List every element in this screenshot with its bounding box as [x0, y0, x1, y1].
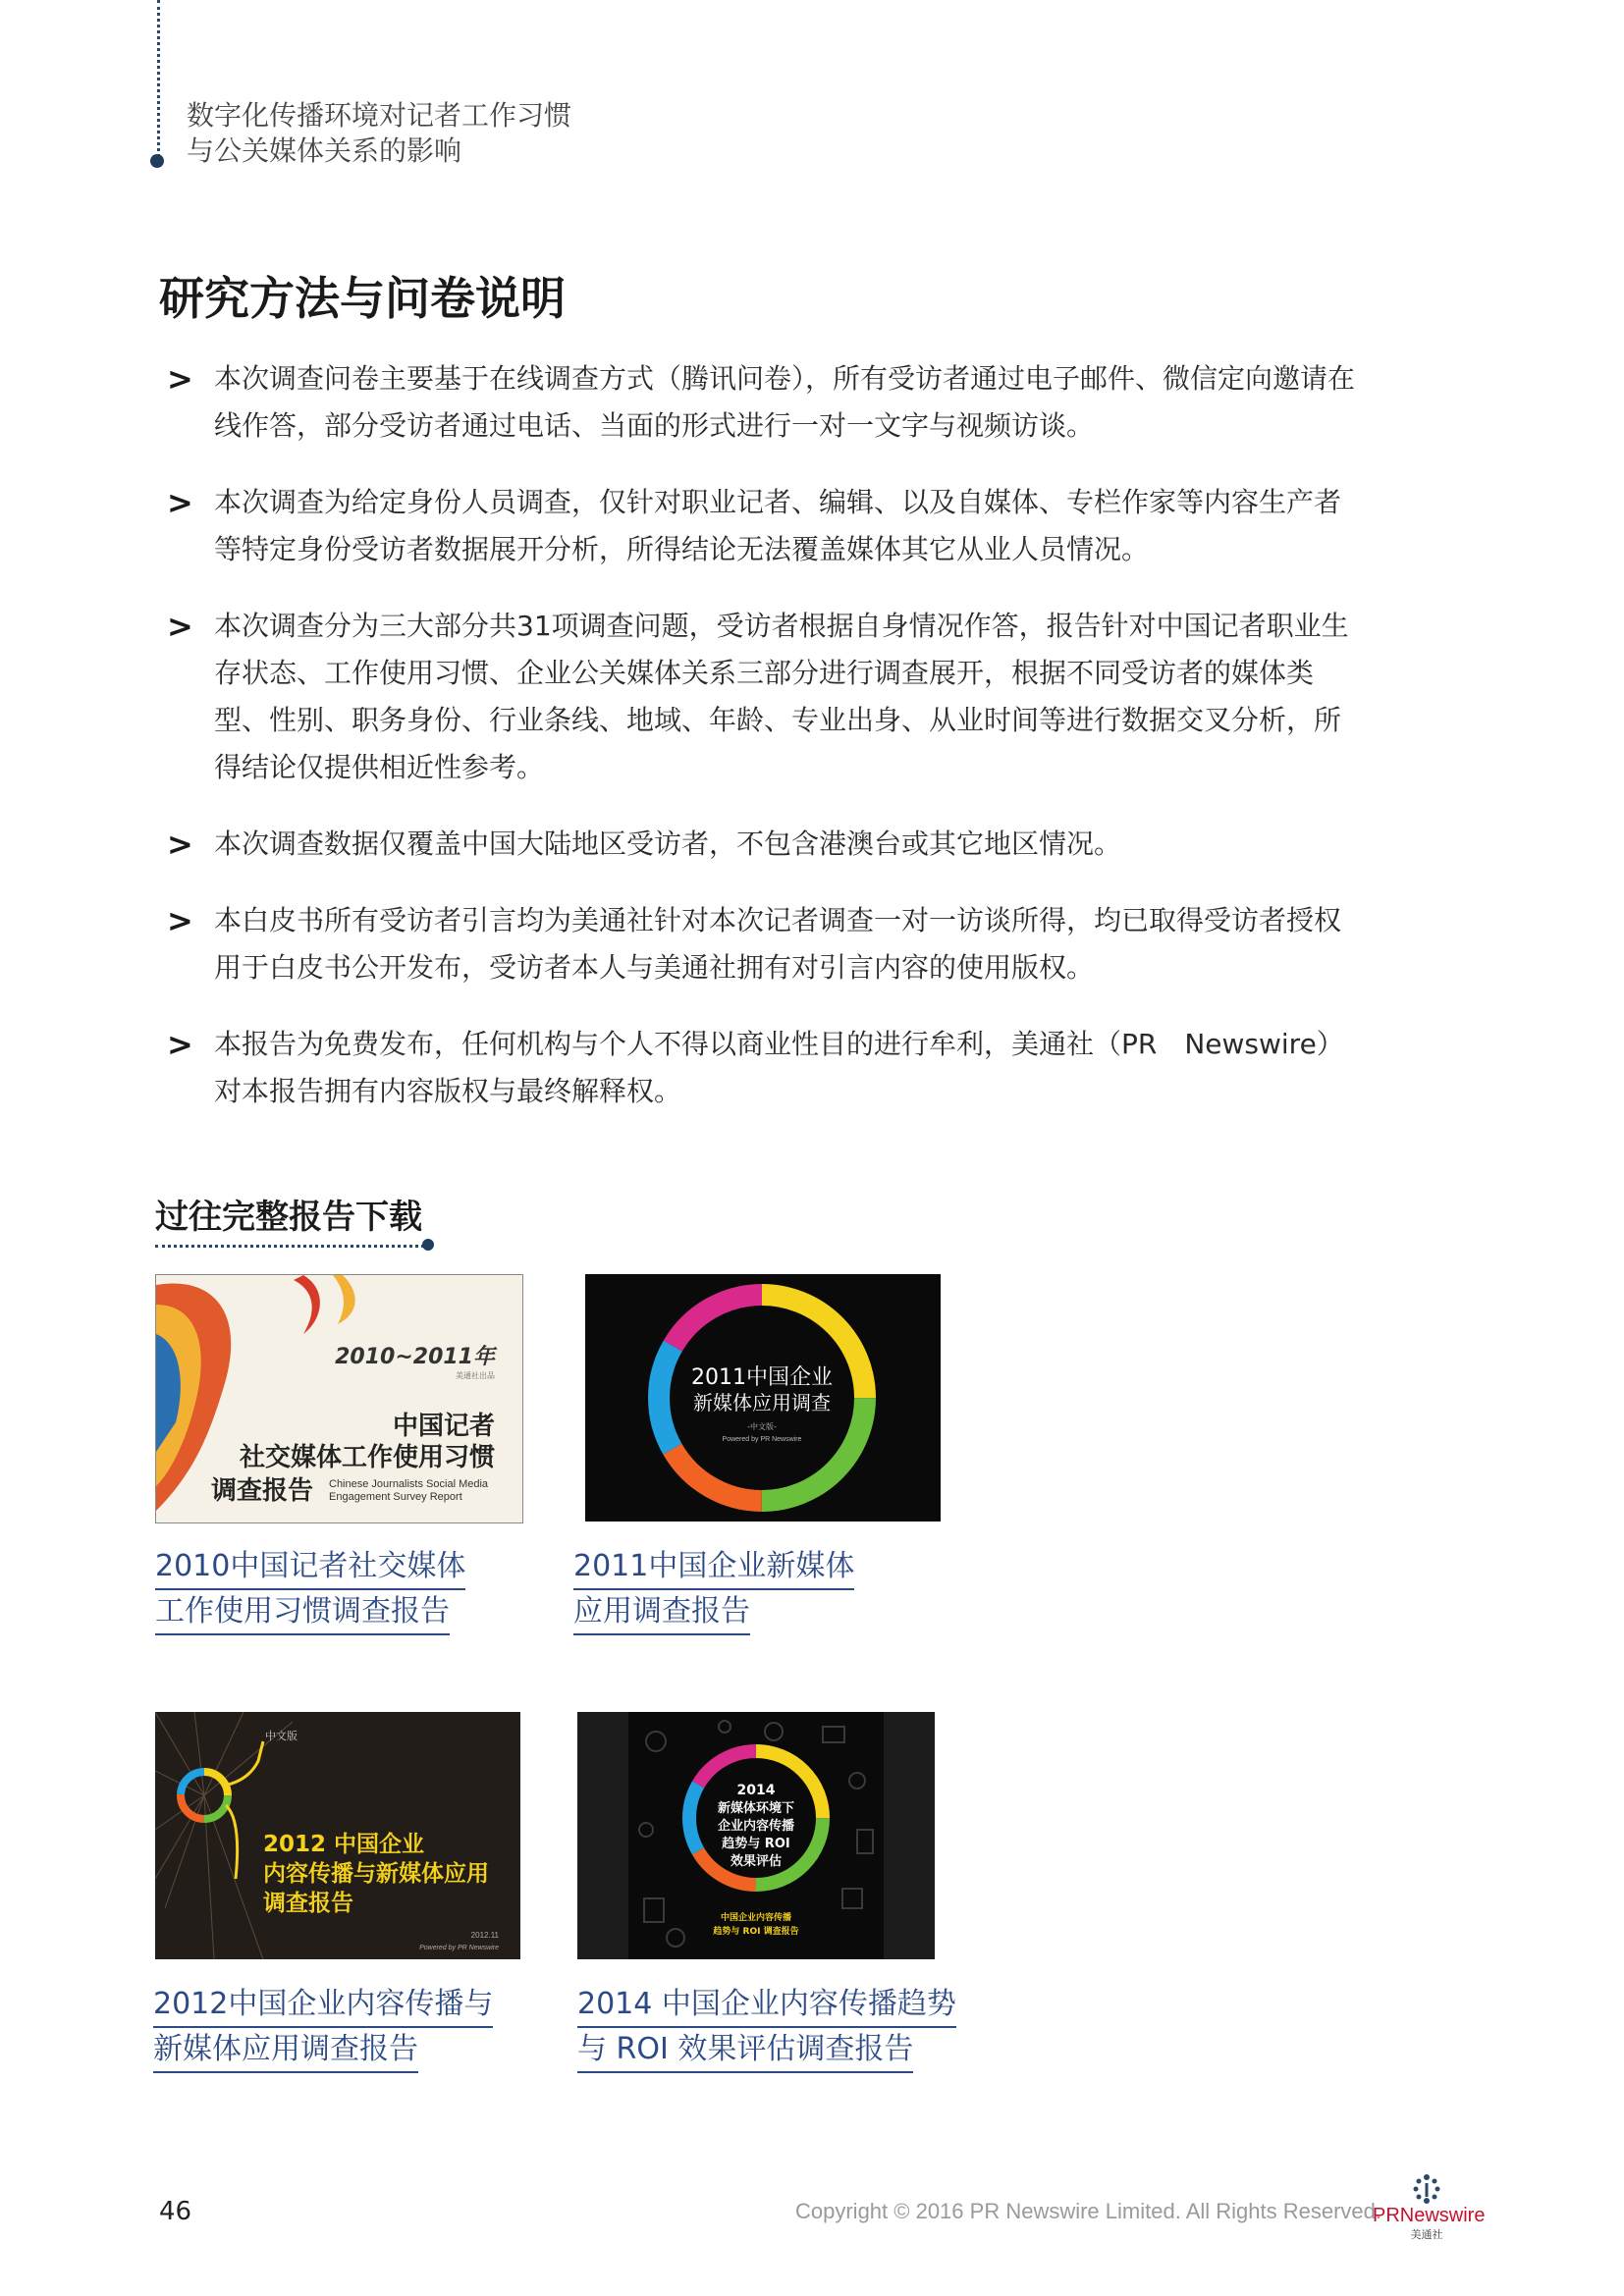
- cover-2010-line2: 社交媒体工作使用习惯: [239, 1443, 495, 1472]
- bullet-item: [167, 897, 1365, 991]
- cover-2012-art: [155, 1712, 520, 1959]
- cover-2012-powered: Powered by PR Newswire: [419, 1945, 499, 1951]
- cover-2012-date: 2012.11: [470, 1931, 499, 1940]
- cover-2010-year: 2010~2011年: [335, 1345, 495, 1369]
- cover-2014-art: [577, 1712, 935, 1959]
- header-dotted-line: [157, 0, 160, 157]
- bullet-list: [167, 355, 1365, 1145]
- bullet-item: [167, 1021, 1365, 1115]
- report-link-2014[interactable]: [577, 1983, 956, 2073]
- cover-2014-line3: 企业内容传播: [717, 1819, 795, 1834]
- cover-2014-line5: 效果评估: [730, 1854, 783, 1869]
- cover-2012-tag: 中文版: [265, 1730, 298, 1742]
- cover-2011-sub: -中文版-: [747, 1422, 777, 1431]
- chevron-right-icon: >: [167, 360, 193, 398]
- prnewswire-logo: [1373, 2171, 1486, 2241]
- chevron-right-icon: >: [167, 608, 193, 645]
- bullet-item: [167, 821, 1365, 868]
- cover-2011-line1: 2011中国企业: [691, 1365, 833, 1390]
- copyright-text: Copyright © 2016 PR Newswire Limited. All Rights Reserved.: [795, 2199, 1382, 2223]
- cover-2014-foot2: 趋势与 ROI 调查报告: [713, 1927, 799, 1937]
- logo-sub: 美通社: [1410, 2228, 1443, 2241]
- cover-2014-line1: 2014: [736, 1783, 776, 1798]
- section-title: 研究方法与问卷说明: [159, 272, 566, 325]
- cover-2014-line2: 新媒体环境下: [717, 1801, 795, 1816]
- bullet-text: 本报告为免费发布，任何机构与个人不得以商业性目的进行牟利，美通社（PR Newswire）对本报告拥有内容版权与最终解释权。: [214, 1028, 1344, 1107]
- cover-2010-line3: 调查报告: [211, 1476, 314, 1506]
- downloads-rule: [155, 1245, 424, 1248]
- bullet-item: [167, 603, 1365, 791]
- bullet-text: 本次调查问卷主要基于在线调查方式（腾讯问卷），所有受访者通过电子邮件、微信定向邀请在线作答，部分受访者通过电话、当面的形式进行一对一文字与视频访谈。: [214, 362, 1356, 442]
- cover-2010-art: [156, 1275, 522, 1522]
- bullet-item: [167, 355, 1365, 450]
- report-link-2012[interactable]: [153, 1983, 493, 2073]
- report-link-2012-line1[interactable]: 2012中国企业内容传播与: [153, 1983, 493, 2028]
- cover-2011-art: [585, 1274, 941, 1522]
- bullet-text: 本白皮书所有受访者引言均为美通社针对本次记者调查一对一访谈所得，均已取得受访者授权用于白皮书公开发布，受访者本人与美通社拥有对引言内容的使用版权。: [214, 904, 1342, 984]
- cover-2014-foot1: 中国企业内容传播: [720, 1913, 792, 1923]
- chevron-right-icon: >: [167, 1026, 193, 1063]
- cover-2011-powered: Powered by PR Newswire: [722, 1436, 802, 1443]
- chevron-right-icon: >: [167, 484, 193, 521]
- running-title: [187, 98, 571, 169]
- cover-2012-line1: 2012 中国企业: [263, 1832, 425, 1857]
- report-link-2011-line2[interactable]: 应用调查报告: [573, 1590, 750, 1635]
- chevron-right-icon: >: [167, 902, 193, 939]
- report-link-2010[interactable]: [155, 1545, 465, 1635]
- running-title-line2: 与公关媒体关系的影响: [187, 134, 462, 167]
- report-cover-2014[interactable]: [577, 1712, 935, 1959]
- report-cover-2010[interactable]: [155, 1274, 523, 1523]
- logo-text: PRNewswire: [1373, 2205, 1486, 2226]
- cover-2012-line3: 调查报告: [263, 1891, 353, 1916]
- bullet-text: 本次调查数据仅覆盖中国大陆地区受访者，不包含港澳台或其它地区情况。: [214, 828, 1122, 860]
- report-cover-2011[interactable]: [585, 1274, 941, 1522]
- cover-2012-line2: 内容传播与新媒体应用: [263, 1861, 489, 1887]
- report-link-2014-line2[interactable]: 与 ROI 效果评估调查报告: [577, 2028, 913, 2073]
- cover-2010-en1: Chinese Journalists Social Media: [329, 1478, 489, 1490]
- cover-2014-line4: 趋势与 ROI: [722, 1837, 790, 1851]
- cover-2011-line2: 新媒体应用调查: [693, 1391, 831, 1415]
- downloads-title: 过往完整报告下载: [155, 1198, 422, 1237]
- report-link-2010-line1[interactable]: 2010中国记者社交媒体: [155, 1545, 465, 1590]
- downloads-dot: [422, 1239, 434, 1251]
- report-link-2012-line2[interactable]: 新媒体应用调查报告: [153, 2028, 418, 2073]
- chevron-right-icon: >: [167, 826, 193, 863]
- report-link-2010-line2[interactable]: 工作使用习惯调查报告: [155, 1590, 450, 1635]
- prnewswire-logo-icon: [1373, 2171, 1481, 2205]
- cover-2010-en2: Engagement Survey Report: [329, 1491, 462, 1503]
- bullet-item: [167, 479, 1365, 573]
- cover-2010-sub: 美通社出品: [456, 1371, 495, 1380]
- bullet-text: 本次调查为给定身份人员调查，仅针对职业记者、编辑、以及自媒体、专栏作家等内容生产者等特定身份受访者数据展开分析，所得结论无法覆盖媒体其它从业人员情况。: [214, 486, 1342, 565]
- bullet-text: 本次调查分为三大部分共31项调查问题，受访者根据自身情况作答，报告针对中国记者职业生存状态、工作使用习惯、企业公关媒体关系三部分进行调查展开，根据不同受访者的媒体类型、性别、职务身份、行业条线、地域、年龄、专业出身、从业时间等进行数据交叉分析，所得结论仅提供相近性参考。: [214, 610, 1349, 783]
- report-cover-2012[interactable]: [155, 1712, 520, 1959]
- page-number: 46: [159, 2197, 192, 2226]
- cover-2010-line1: 中国记者: [392, 1412, 495, 1441]
- report-link-2011-line1[interactable]: 2011中国企业新媒体: [573, 1545, 854, 1590]
- running-title-line1: 数字化传播环境对记者工作习惯: [187, 99, 572, 132]
- header-dot: [150, 154, 164, 168]
- report-link-2011[interactable]: [573, 1545, 854, 1635]
- report-link-2014-line1[interactable]: 2014 中国企业内容传播趋势: [577, 1983, 956, 2028]
